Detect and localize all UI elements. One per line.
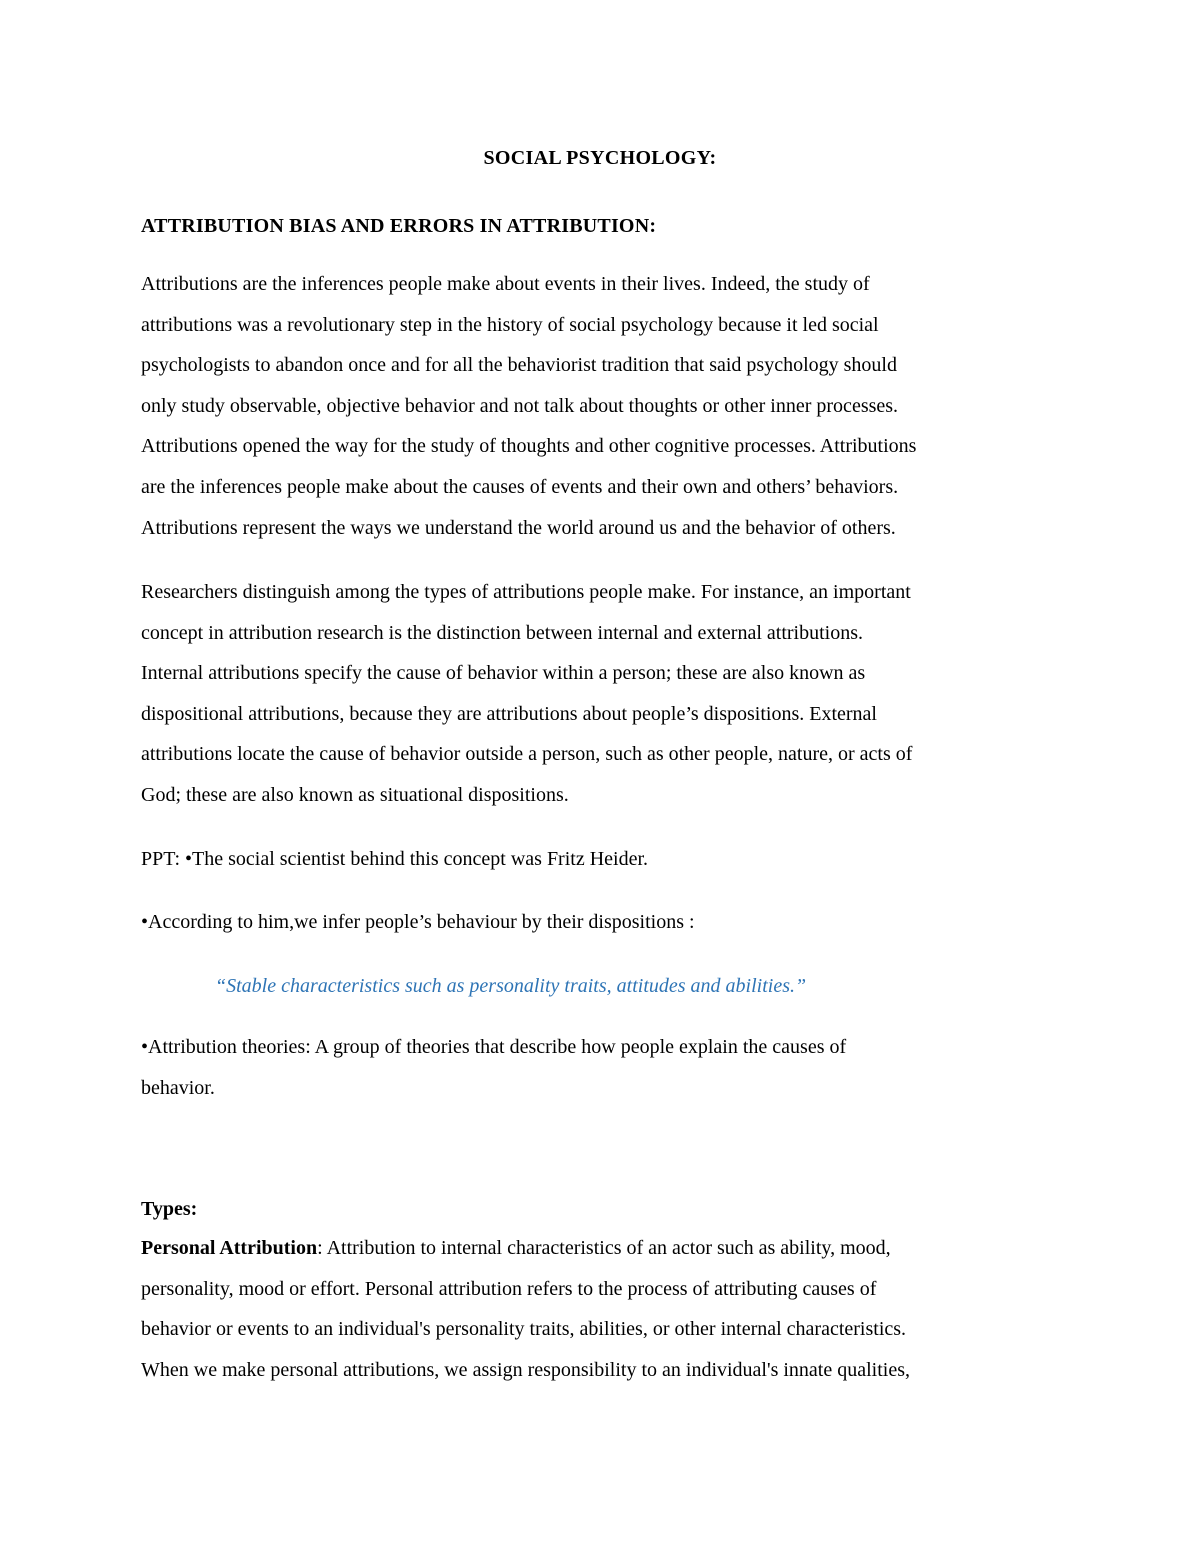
paragraph-line: God; these are also known as situational dispositions.	[141, 783, 569, 806]
according-line: •According to him,we infer people’s behaviour by their dispositions :	[141, 911, 695, 933]
paragraph-line: only study observable, objective behavior and not talk about thoughts or other inner processes.	[141, 394, 899, 417]
paragraph-line: dispositional attributions, because they are attributions about people’s dispositions. External	[141, 702, 877, 725]
paragraph-line: personality, mood or effort. Personal attribution refers to the process of attributing causes of	[141, 1277, 877, 1300]
paragraph-line: behavior.	[141, 1076, 215, 1099]
paragraph-line: concept in attribution research is the distinction between internal and external attributions.	[141, 621, 863, 644]
paragraph-line: psychologists to abandon once and for all the behaviorist tradition that said psychology should	[141, 354, 897, 377]
paragraph-researchers	[141, 572, 1066, 816]
paragraph-line	[141, 1228, 1066, 1269]
quote-text: “Stable characteristics such as personality traits, attitudes and abilities.”	[215, 975, 807, 997]
paragraph-line: Attributions represent the ways we understand the world around us and the behavior of others.	[141, 516, 896, 539]
ppt-line: PPT: •The social scientist behind this concept was Fritz Heider.	[141, 848, 649, 870]
paragraph-line: •Attribution theories: A group of theories that describe how people explain the causes of	[141, 1036, 847, 1058]
paragraph-line: When we make personal attributions, we assign responsibility to an individual's innate qualities,	[141, 1358, 911, 1381]
paragraph-line: Internal attributions specify the cause of behavior within a person; these are also known as	[141, 662, 866, 685]
term-personal-attribution: Personal Attribution	[141, 1237, 318, 1259]
term-definition: : Attribution to internal characteristics of an actor such as ability, mood,	[317, 1237, 891, 1259]
paragraph-line: Attributions opened the way for the study of thoughts and other cognitive processes. Attributions	[141, 435, 917, 458]
paragraph-line: Attributions are the inferences people make about events in their lives. Indeed, the study of	[141, 273, 870, 295]
paragraph-line: are the inferences people make about the causes of events and their own and others’ behaviors.	[141, 475, 899, 498]
paragraph-line: Researchers distinguish among the types of attributions people make. For instance, an important	[141, 581, 911, 603]
paragraph-personal-attribution	[141, 1228, 1066, 1390]
paragraph-line: behavior or events to an individual's personality traits, abilities, or other internal characteristics.	[141, 1318, 907, 1341]
section-heading: ATTRIBUTION BIAS AND ERRORS IN ATTRIBUTION:	[141, 215, 657, 237]
paragraph-line: attributions locate the cause of behavior outside a person, such as other people, nature, or acts of	[141, 743, 913, 766]
paragraph-line: attributions was a revolutionary step in the history of social psychology because it led social	[141, 313, 879, 336]
paragraph-theories	[141, 1027, 1066, 1108]
types-heading: Types:	[141, 1198, 198, 1220]
paragraph-attributions	[141, 264, 1066, 548]
document-title: SOCIAL PSYCHOLOGY:	[483, 147, 717, 169]
